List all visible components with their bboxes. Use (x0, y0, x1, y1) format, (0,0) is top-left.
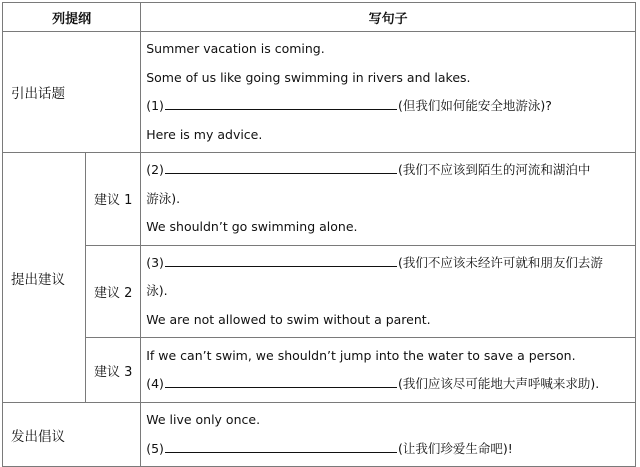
header-outline: 列提纲 (3, 3, 141, 32)
writing-outline-table (2, 2, 636, 467)
question-hint: (我们不应该未经许可就和朋友们去游 (397, 254, 603, 270)
question-hint: (我们不应该到陌生的河流和湖泊中 (397, 162, 591, 177)
suggestion-1-content (141, 153, 636, 246)
table-row-suggestion-1 (3, 153, 636, 246)
suggestion-2-question (146, 249, 629, 278)
intro-line-1: Summer vacation is coming. (146, 41, 325, 56)
section-label-closing: 发出倡议 (3, 403, 141, 467)
question-hint: (但我们如何能安全地游泳)? (397, 98, 552, 113)
question-number: (3) (146, 254, 164, 270)
question-number: (4) (146, 376, 164, 391)
sub-label-suggestion-3: 建议 3 (86, 338, 141, 403)
suggestion-3-question (146, 370, 629, 399)
answer-blank-2[interactable] (165, 161, 397, 174)
answer-blank-5[interactable] (165, 440, 397, 453)
question-hint-continued: 泳). (146, 283, 168, 298)
table-header-row (3, 3, 636, 32)
intro-line-4: Here is my advice. (146, 126, 263, 142)
answer-blank-4[interactable] (165, 375, 397, 388)
suggestion-2-sentence: We are not allowed to swim without a parent. (146, 311, 431, 327)
section-label-intro: 引出话题 (3, 32, 141, 153)
question-hint: (让我们珍爱生命吧)! (397, 440, 513, 456)
suggestion-3-sentence: If we can’t swim, we shouldn’t jump into the water to save a person. (146, 347, 576, 363)
table-row-intro (3, 32, 636, 153)
closing-line-1: We live only once. (146, 412, 261, 427)
question-hint: (我们应该尽可能地大声呼喊来求助). (397, 376, 600, 391)
suggestion-1-sentence: We shouldn’t go swimming alone. (146, 219, 358, 234)
closing-question (146, 435, 629, 464)
question-hint-continued: 游泳). (146, 190, 181, 206)
table-row-suggestion-2 (3, 245, 636, 338)
section-label-suggest: 提出建议 (3, 153, 86, 403)
question-number: (1) (146, 98, 164, 113)
intro-content (141, 32, 636, 153)
suggestion-1-question (146, 156, 629, 185)
intro-line-2: Some of us like going swimming in rivers and lakes. (146, 69, 471, 85)
sub-label-suggestion-2: 建议 2 (86, 245, 141, 338)
question-number: (2) (146, 162, 164, 177)
question-number: (5) (146, 440, 164, 456)
sub-label-suggestion-1: 建议 1 (86, 153, 141, 246)
table-row-suggestion-3 (3, 338, 636, 403)
header-sentences: 写句子 (141, 3, 636, 32)
answer-blank-1[interactable] (165, 97, 397, 110)
suggestion-2-content (141, 245, 636, 338)
intro-question-1 (146, 92, 629, 121)
answer-blank-3[interactable] (165, 254, 397, 267)
suggestion-3-content (141, 338, 636, 403)
